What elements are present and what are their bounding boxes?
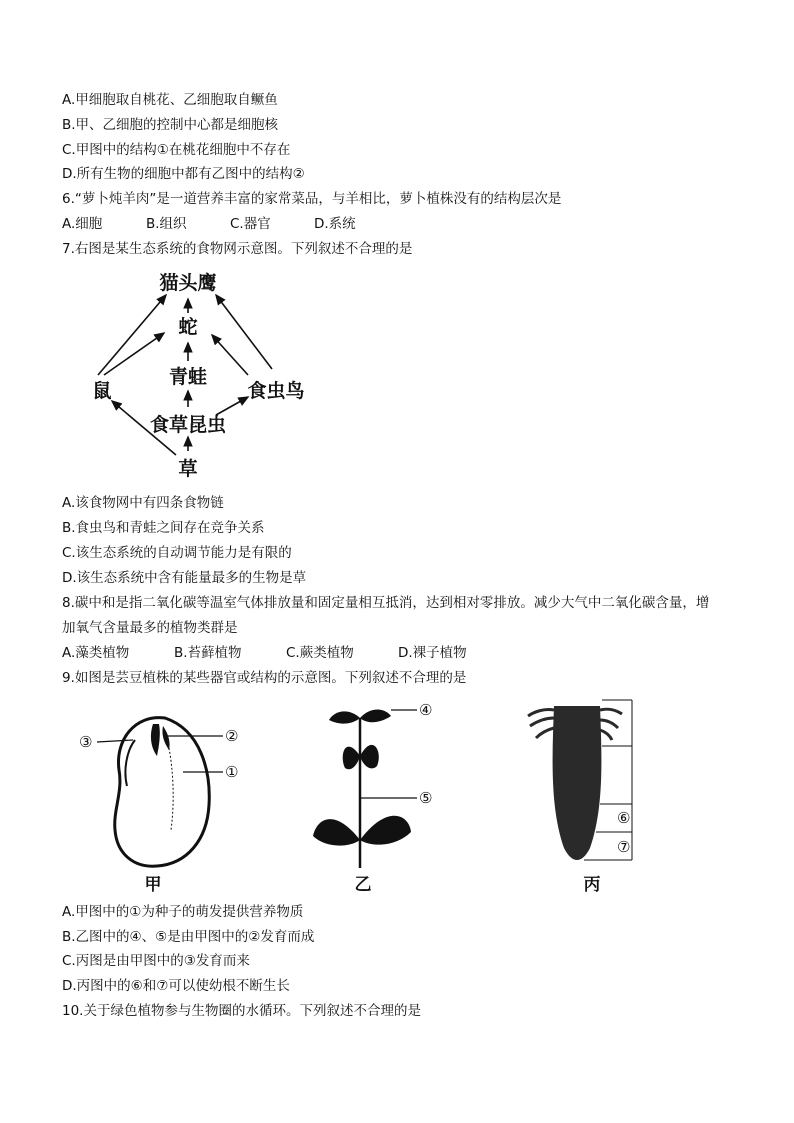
node-owl: 猫头鹰: [159, 272, 217, 294]
q7-option-d: D.该生态系统中含有能量最多的生物是草: [62, 570, 307, 586]
q6-option-d: D.系统: [314, 216, 356, 232]
q6-option-c: C.器官: [230, 216, 271, 232]
node-mouse: 鼠: [92, 380, 112, 402]
q9-option-c: C.丙图是由甲图中的③发育而来: [62, 953, 250, 969]
lower-leaf-right: [360, 816, 411, 845]
seed-plumule-leaf: [162, 726, 169, 750]
arrow-insect-bird: [216, 397, 248, 415]
q8-option-d: D.裸子植物: [398, 645, 467, 661]
food-web-diagram: [80, 265, 320, 485]
arrow-bird-owl: [216, 295, 272, 369]
q9-option-a: A.甲图中的①为种子的萌发提供营养物质: [62, 904, 304, 920]
arrow-mouse-owl: [98, 295, 166, 375]
label-6: ⑥: [617, 809, 631, 827]
caption-bing: 丙: [583, 875, 601, 895]
q7-option-b: B.食虫鸟和青蛙之间存在竞争关系: [62, 520, 265, 536]
arrow-bird-snake: [212, 335, 248, 375]
root-body: [553, 706, 602, 860]
seed-figure-jia: [75, 700, 245, 895]
label-2: ②: [225, 727, 239, 745]
q10-stem: 10.关于绿色植物参与生物圈的水循环。下列叙述不合理的是: [62, 1003, 421, 1019]
q6-option-b: B.组织: [146, 216, 187, 232]
q5-option-d: D.所有生物的细胞中都有乙图中的结构②: [62, 166, 305, 182]
q8-stem-line1: 8.碳中和是指二氧化碳等温室气体排放量和固定量相互抵消，达到相对零排放。减少大气中二氧化碳含量，增: [62, 595, 710, 611]
q8-stem-line2: 加氧气含量最多的植物类群是: [62, 620, 238, 636]
q6-stem: 6.“萝卜炖羊肉”是一道营养丰富的家常菜品，与羊相比，萝卜植株没有的结构层次是: [62, 191, 562, 207]
q7-option-a: A.该食物网中有四条食物链: [62, 495, 224, 511]
upper-leaf-right: [360, 745, 379, 769]
q6-options: [62, 214, 398, 234]
q6-option-a: A.细胞: [62, 216, 103, 232]
q8-option-c: C.蕨类植物: [286, 645, 354, 661]
node-frog: 青蛙: [168, 366, 208, 388]
bud-leaf-left: [329, 711, 360, 723]
q5-option-b: B.甲、乙细胞的控制中心都是细胞核: [62, 117, 279, 133]
seed-radicle: [125, 740, 135, 786]
label-4: ④: [419, 701, 433, 719]
label-5: ⑤: [419, 789, 433, 807]
q8-option-b: B.苔藓植物: [174, 645, 242, 661]
root-figure-bing: [520, 698, 650, 895]
node-grass: 草: [178, 458, 198, 480]
q9-option-d: D.丙图中的⑥和⑦可以使幼根不断生长: [62, 978, 290, 994]
q8-options: [62, 643, 510, 663]
q5-option-c: C.甲图中的结构①在桃花细胞中不存在: [62, 142, 291, 158]
upper-leaf-left: [343, 747, 360, 770]
bud-leaf-right: [360, 710, 391, 723]
q8-option-a: A.藻类植物: [62, 645, 130, 661]
seed-cotyledon-edge: [169, 748, 173, 830]
q5-option-a: A.甲细胞取自桃花、乙细胞取自鳜鱼: [62, 92, 278, 108]
q9-stem: 9.如图是芸豆植株的某些器官或结构的示意图。下列叙述不合理的是: [62, 670, 467, 686]
label-1: ①: [225, 763, 239, 781]
caption-yi: 乙: [354, 875, 372, 895]
lower-leaf-left: [313, 819, 360, 845]
caption-jia: 甲: [144, 875, 162, 895]
q7-stem: 7.右图是某生态系统的食物网示意图。下列叙述不合理的是: [62, 241, 413, 257]
q9-option-b: B.乙图中的④、⑤是由甲图中的②发育而成: [62, 929, 315, 945]
node-snake: 蛇: [178, 316, 198, 338]
label-3: ③: [79, 733, 93, 751]
node-bird: 食虫鸟: [247, 380, 305, 402]
label-7: ⑦: [617, 838, 631, 856]
plant-figure-yi: [305, 700, 455, 895]
arrow-mouse-snake: [104, 333, 164, 375]
leader-3: [97, 740, 133, 742]
q7-option-c: C.该生态系统的自动调节能力是有限的: [62, 545, 292, 561]
node-insect: 食草昆虫: [149, 414, 227, 436]
seed-plumule: [151, 724, 160, 756]
